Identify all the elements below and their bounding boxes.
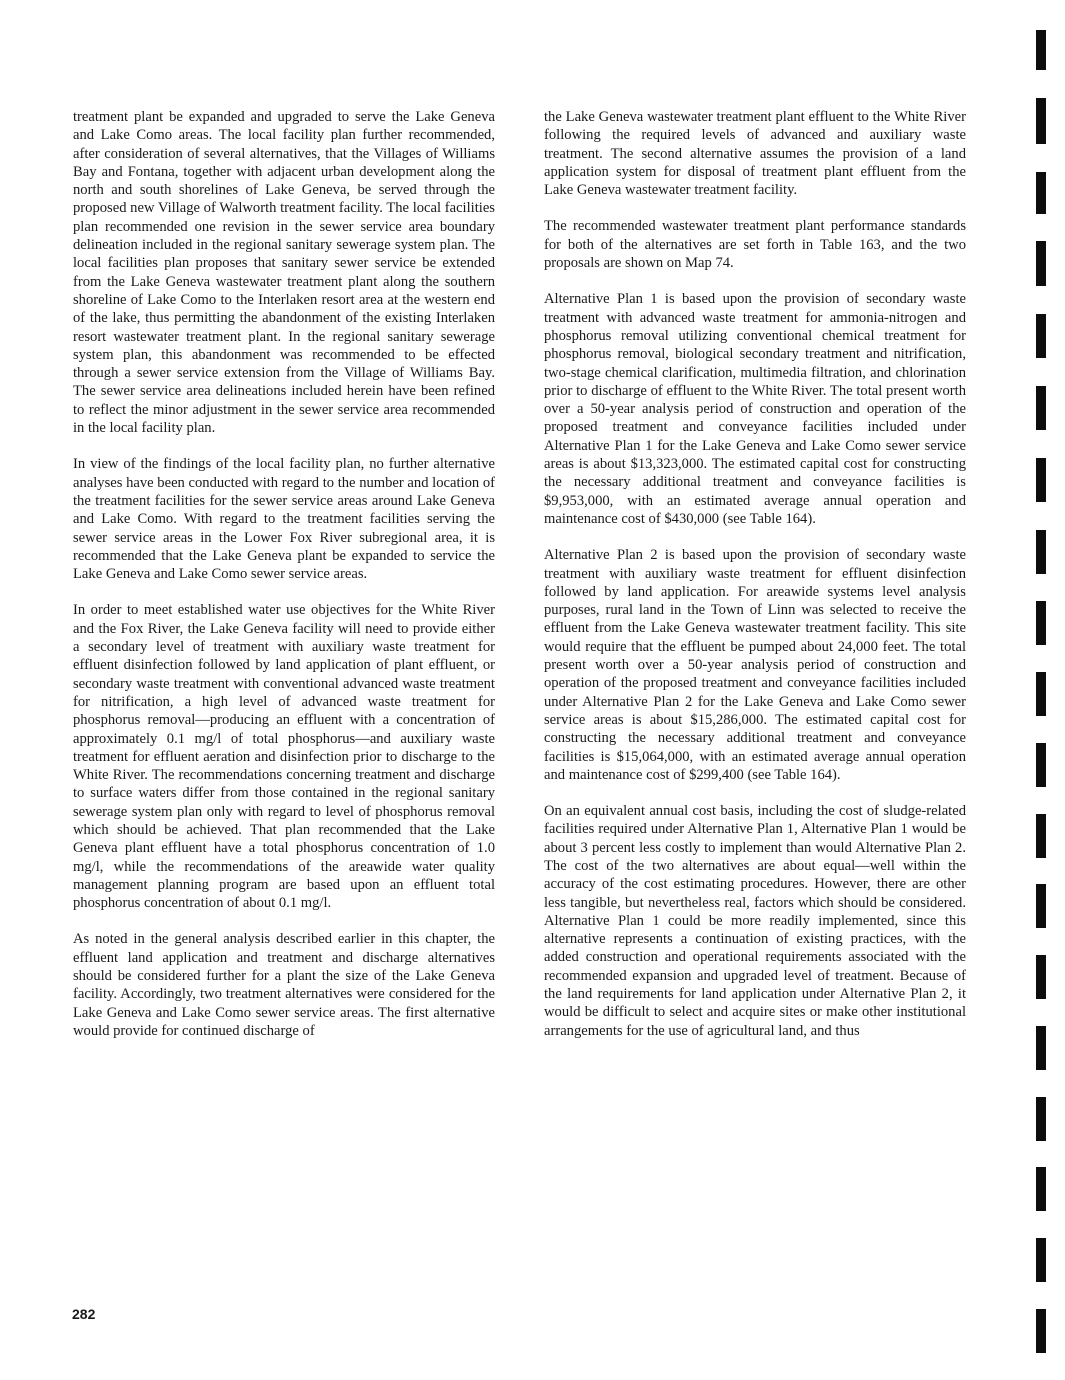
registration-mark bbox=[1036, 314, 1046, 358]
registration-mark bbox=[1036, 530, 1046, 574]
paragraph: As noted in the general analysis described earlier in this chapter, the effluent land application and treatment and discharge alternatives should be considered further for a plant the size of the Lake Geneva facility. Accordingly, two treatment alternatives were considered for the Lake Geneva and Lake Como sewer service areas. The first alternative would provide for continued discharge of bbox=[73, 931, 495, 1039]
registration-mark bbox=[1036, 743, 1046, 787]
registration-mark bbox=[1036, 1238, 1046, 1282]
registration-mark bbox=[1036, 30, 1046, 70]
right-text-column bbox=[544, 108, 966, 1058]
registration-mark bbox=[1036, 1167, 1046, 1211]
paragraph: treatment plant be expanded and upgraded to serve the Lake Geneva and Lake Como areas. The local facility plan further recommended, after consideration of several alternatives, that the Villages of Williams Bay and Fontana, together with adjacent urban development along the north and south shorelines of Lake Geneva, be served through the proposed new Village of Walworth treatment facility. The local facilities plan recommended one revision in the sewer service area boundary delineation included in the regional sanitary sewerage system plan. The local facilities plan proposes that sanitary sewer service be extended from the Lake Geneva wastewater treatment plant along the southern shoreline of Lake Como to the Interlaken resort area at the western end of the lake, thus permitting the abandonment of the existing Interlaken resort wastewater treatment plant. In the regional sanitary sewerage system plan, this abandonment was recommended to be effected through a sewer service extension from the Village of Williams Bay. The sewer service area delineations included herein have been refined to reflect the minor adjustment in the sewer service area recommended in the local facility plan. bbox=[73, 109, 495, 437]
registration-mark bbox=[1036, 1097, 1046, 1141]
paragraph: In view of the findings of the local facility plan, no further alternative analyses have been conducted with regard to the number and location of the treatment facilities for the sewer service areas around Lake Geneva and Lake Como. With regard to the treatment facilities serving the sewer service areas in the Lower Fox River subregional area, it is recommended that the Lake Geneva plant be expanded to service the Lake Geneva and Lake Como sewer service areas. bbox=[73, 456, 495, 583]
paragraph: Alternative Plan 2 is based upon the provision of secondary waste treatment with auxiliary waste treatment for effluent disinfection followed by land application. For areawide systems level analysis purposes, rural land in the Town of Linn was selected to receive the effluent from the Lake Geneva wastewater treatment facility. This site would require that the effluent be pumped about 24,000 feet. The total present worth over a 50-year analysis period of construction and operation of the proposed treatment and conveyance facilities included under Alternative Plan 2 for the Lake Geneva and Lake Como sewer service areas is about $15,286,000. The estimated capital cost for constructing the necessary additional treatment and conveyance facilities is $15,064,000, with an estimated average annual operation and maintenance cost of $299,400 (see Table 164). bbox=[544, 547, 966, 783]
registration-mark bbox=[1036, 458, 1046, 502]
registration-mark bbox=[1036, 955, 1046, 999]
registration-mark bbox=[1036, 814, 1046, 858]
registration-mark bbox=[1036, 884, 1046, 928]
paragraph: In order to meet established water use objectives for the White River and the Fox River, the Lake Geneva facility will need to provide either a secondary level of treatment with auxiliary waste treatment for effluent disinfection followed by land application of plant effluent, or secondary waste treatment with conventional advanced waste treatment for nitrification, a high level of advanced waste treatment for phosphorus removal—producing an effluent with a concentration of approximately 0.1 mg/l of total phosphorus—and auxiliary waste treatment for effluent aeration and disinfection prior to discharge to the White River. The recommendations concerning treatment and discharge to surface waters differ from those contained in the regional sanitary sewerage system plan only with regard to level of phosphorus removal which should be achieved. That plan recommended that the Lake Geneva plant effluent have a total phosphorus concentration of 1.0 mg/l, while the recommendations of the areawide water quality management planning program are based upon an effluent total phosphorus concentration of about 0.1 mg/l. bbox=[73, 602, 495, 912]
page-number: 282 bbox=[72, 1306, 96, 1322]
paragraph: Alternative Plan 1 is based upon the provision of secondary waste treatment with advanced waste treatment for ammonia-nitrogen and phosphorus removal utilizing conventional chemical treatment for phosphorus removal, biological secondary treatment and nitrification, two-stage chemical clarification, multimedia filtration, and chlorination prior to discharge of effluent to the White River. The total present worth over a 50-year analysis period of construction and operation of the proposed treatment and conveyance facilities included under Alternative Plan 1 for the Lake Geneva and Lake Como sewer service areas is about $13,323,000. The estimated capital cost for constructing the necessary additional treatment and conveyance facilities is $9,953,000, with an estimated average annual operation and maintenance cost of $430,000 (see Table 164). bbox=[544, 291, 966, 527]
registration-mark bbox=[1036, 386, 1046, 430]
paragraph: On an equivalent annual cost basis, including the cost of sludge-related facilities required under Alternative Plan 1, Alternative Plan 1 would be about 3 percent less costly to implement than would Alternative Plan 2. The cost of the two alternatives are about equal—well within the accuracy of the cost estimating procedures. However, there are other less tangible, but nevertheless real, factors which should be considered. Alternative Plan 1 could be more readily implemented, since this alternative represents a continuation of existing practices, with the added construction and operational requirements associated with the recommended expansion and upgraded level of treatment. Because of the land requirements for land application under Alternative Plan 2, it would be difficult to select and acquire sites or make other institutional arrangements for the use of agricultural land, and thus bbox=[544, 803, 966, 1039]
registration-mark bbox=[1036, 601, 1046, 645]
registration-mark bbox=[1036, 672, 1046, 716]
registration-mark bbox=[1036, 98, 1046, 144]
registration-mark bbox=[1036, 172, 1046, 214]
left-text-column bbox=[73, 108, 495, 1058]
paragraph: The recommended wastewater treatment plant performance standards for both of the alternatives are set forth in Table 163, and the two proposals are shown on Map 74. bbox=[544, 218, 966, 272]
registration-mark bbox=[1036, 241, 1046, 286]
scan-registration-marks bbox=[1036, 0, 1050, 1380]
registration-mark bbox=[1036, 1026, 1046, 1070]
paragraph: the Lake Geneva wastewater treatment plant effluent to the White River following the required levels of advanced and auxiliary waste treatment. The second alternative assumes the provision of a land application system for disposal of treatment plant effluent from the Lake Geneva wastewater treatment facility. bbox=[544, 109, 966, 199]
registration-mark bbox=[1036, 1309, 1046, 1353]
